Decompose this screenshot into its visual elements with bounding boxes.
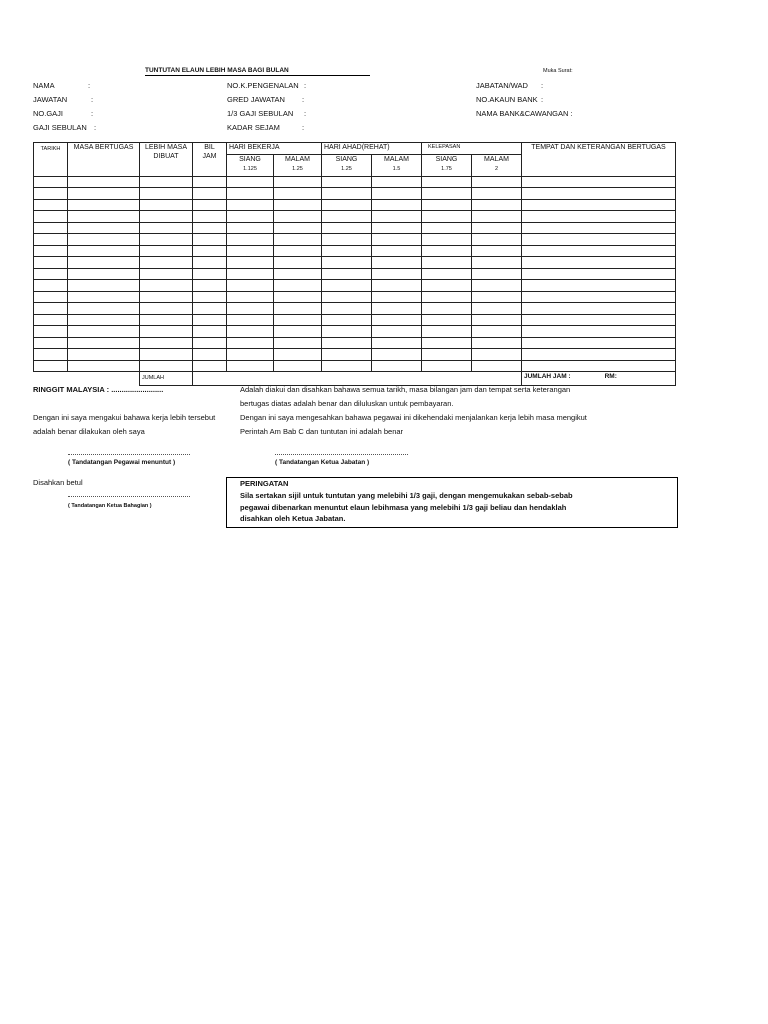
field-nokp-sep: :	[304, 81, 307, 90]
table-cell[interactable]	[193, 234, 227, 246]
table-cell[interactable]	[522, 211, 676, 223]
header-hari-ahad: HARI AHAD(REHAT)	[322, 143, 422, 155]
table-cell[interactable]	[422, 245, 472, 257]
table-row	[34, 268, 676, 280]
table-cell[interactable]	[68, 188, 140, 200]
rate-cell: 2	[472, 165, 522, 176]
form-title: TUNTUTAN ELAUN LEBIH MASA BAGI BULAN	[145, 67, 289, 74]
signature-label-ketua-bahagian: ( Tandatangan Ketua Bahagian )	[68, 503, 152, 509]
table-cell[interactable]	[274, 314, 322, 326]
table-cell[interactable]	[422, 234, 472, 246]
header-siang-3: SIANG	[422, 154, 472, 165]
table-cell[interactable]	[522, 222, 676, 234]
table-cell[interactable]	[472, 234, 522, 246]
table-cell[interactable]	[227, 349, 274, 361]
table-cell[interactable]	[522, 326, 676, 338]
table-cell[interactable]	[193, 291, 227, 303]
table-row	[34, 245, 676, 257]
table-cell[interactable]	[34, 280, 68, 292]
peringatan-line-2: pegawai dibenarkan menuntut elaun lebihmasa yang melebihi 1/3 gaji beliau dan hendaklah	[240, 503, 567, 512]
table-cell[interactable]	[522, 291, 676, 303]
table-cell[interactable]	[274, 199, 322, 211]
table-row	[34, 360, 676, 372]
header-malam-2: MALAM	[372, 154, 422, 165]
table-row	[34, 280, 676, 292]
table-cell[interactable]	[372, 360, 422, 372]
table-cell[interactable]	[227, 326, 274, 338]
table-cell[interactable]	[322, 234, 372, 246]
table-cell[interactable]	[34, 337, 68, 349]
header-masa-bertugas: MASA BERTUGAS	[68, 143, 140, 177]
table-cell[interactable]	[472, 257, 522, 269]
table-cell[interactable]	[193, 222, 227, 234]
table-row	[34, 314, 676, 326]
table-cell[interactable]	[34, 360, 68, 372]
field-gaji-sebulan-label: GAJI SEBULAN	[33, 123, 87, 132]
table-cell[interactable]	[522, 257, 676, 269]
table-cell[interactable]	[140, 326, 193, 338]
footer-jumlah-value[interactable]	[193, 372, 522, 386]
table-cell[interactable]	[322, 303, 372, 315]
table-cell[interactable]	[522, 268, 676, 280]
table-header-row-1	[34, 143, 676, 155]
signature-label-ketua-jabatan: ( Tandatangan Ketua Jabatan )	[275, 459, 370, 466]
header-bil-jam: BIL JAM	[193, 143, 227, 177]
table-cell[interactable]	[472, 326, 522, 338]
field-satu-pertiga-label: 1/3 GAJI SEBULAN	[227, 109, 294, 118]
table-cell[interactable]	[274, 188, 322, 200]
table-cell[interactable]	[227, 314, 274, 326]
table-cell[interactable]	[34, 291, 68, 303]
table-cell[interactable]	[322, 314, 372, 326]
header-siang-2: SIANG	[322, 154, 372, 165]
table-cell[interactable]	[422, 268, 472, 280]
table-cell[interactable]	[522, 199, 676, 211]
table-cell[interactable]	[68, 303, 140, 315]
field-nogaji-sep: :	[91, 109, 94, 118]
declaration-head-line-1: Dengan ini saya mengesahkan bahawa pegawai ini dikehendaki menjalankan kerja lebih masa mengikut	[240, 413, 587, 422]
table-cell[interactable]	[372, 176, 422, 188]
table-cell[interactable]	[227, 176, 274, 188]
table-cell[interactable]	[522, 314, 676, 326]
table-cell[interactable]	[140, 176, 193, 188]
disahkan-betul: Disahkan betul	[33, 478, 83, 487]
table-cell[interactable]	[140, 303, 193, 315]
table-cell[interactable]	[472, 268, 522, 280]
footer-jumlah: JUMLAH	[140, 372, 193, 386]
table-cell[interactable]	[193, 349, 227, 361]
table-cell[interactable]	[140, 199, 193, 211]
declaration-claimant-line-2: adalah benar dilakukan oleh saya	[33, 427, 145, 436]
table-cell[interactable]	[472, 360, 522, 372]
table-row	[34, 303, 676, 315]
table-cell[interactable]	[68, 314, 140, 326]
table-cell[interactable]	[372, 268, 422, 280]
table-cell[interactable]	[140, 234, 193, 246]
table-cell[interactable]	[472, 176, 522, 188]
footer-blank	[34, 372, 68, 386]
table-cell[interactable]	[372, 245, 422, 257]
table-cell[interactable]	[193, 280, 227, 292]
table-cell[interactable]	[322, 337, 372, 349]
table-row	[34, 176, 676, 188]
footer-blank	[68, 372, 140, 386]
rate-cell: 1.25	[274, 165, 322, 176]
table-cell[interactable]	[68, 268, 140, 280]
table-cell[interactable]	[193, 337, 227, 349]
field-jawatan-sep: :	[91, 95, 94, 104]
table-cell[interactable]	[322, 222, 372, 234]
table-cell[interactable]	[140, 314, 193, 326]
table-cell[interactable]	[422, 337, 472, 349]
table-cell[interactable]	[322, 257, 372, 269]
table-cell[interactable]	[472, 280, 522, 292]
table-cell[interactable]	[472, 222, 522, 234]
table-cell[interactable]	[372, 291, 422, 303]
declaration-approval-line-2: bertugas diatas adalah benar dan diluluskan untuk pembayaran.	[240, 399, 454, 408]
table-cell[interactable]	[422, 326, 472, 338]
table-cell[interactable]	[472, 211, 522, 223]
table-cell[interactable]	[422, 211, 472, 223]
declaration-approval-line-1: Adalah diakui dan disahkan bahawa semua tarikh, masa bilangan jam dan tempat serta keterangan	[240, 385, 571, 394]
field-nama-sep: :	[88, 81, 91, 90]
table-cell[interactable]	[372, 303, 422, 315]
table-cell[interactable]	[193, 360, 227, 372]
table-cell[interactable]	[227, 222, 274, 234]
table-cell[interactable]	[522, 245, 676, 257]
declaration-claimant-line-1: Dengan ini saya mengakui bahawa kerja lebih tersebut	[33, 413, 216, 422]
table-row	[34, 337, 676, 349]
table-cell[interactable]	[68, 349, 140, 361]
table-cell[interactable]	[68, 222, 140, 234]
signature-line-ketua-jabatan[interactable]	[275, 454, 408, 455]
table-cell[interactable]	[68, 211, 140, 223]
table-cell[interactable]	[372, 280, 422, 292]
table-cell[interactable]	[322, 349, 372, 361]
table-cell[interactable]	[322, 199, 372, 211]
table-cell[interactable]	[472, 314, 522, 326]
table-cell[interactable]	[68, 234, 140, 246]
overtime-table	[33, 142, 676, 386]
table-cell[interactable]	[140, 268, 193, 280]
table-cell[interactable]	[193, 268, 227, 280]
table-cell[interactable]	[140, 222, 193, 234]
table-cell[interactable]	[227, 360, 274, 372]
table-cell[interactable]	[422, 291, 472, 303]
table-cell[interactable]	[68, 245, 140, 257]
table-cell[interactable]	[422, 349, 472, 361]
table-cell[interactable]	[274, 245, 322, 257]
table-cell[interactable]	[422, 314, 472, 326]
table-cell[interactable]	[422, 257, 472, 269]
table-cell[interactable]	[227, 303, 274, 315]
table-cell[interactable]	[322, 245, 372, 257]
field-nogaji-label: NO.GAJI	[33, 109, 64, 118]
table-cell[interactable]	[140, 349, 193, 361]
header-malam-3: MALAM	[472, 154, 522, 165]
signature-label-pegawai: ( Tandatangan Pegawai menuntut )	[68, 459, 176, 466]
table-cell[interactable]	[140, 211, 193, 223]
table-cell[interactable]	[193, 326, 227, 338]
field-gred-sep: :	[302, 95, 305, 104]
table-cell[interactable]	[372, 337, 422, 349]
table-cell[interactable]	[472, 303, 522, 315]
table-footer-row	[34, 372, 676, 386]
table-cell[interactable]	[68, 360, 140, 372]
table-cell[interactable]	[422, 199, 472, 211]
table-cell[interactable]	[372, 234, 422, 246]
table-row	[34, 234, 676, 246]
field-jabatan-sep: :	[541, 81, 544, 90]
table-cell[interactable]	[274, 268, 322, 280]
peringatan-title: PERINGATAN	[240, 479, 289, 488]
table-cell[interactable]	[274, 349, 322, 361]
table-cell[interactable]	[193, 257, 227, 269]
table-cell[interactable]	[227, 257, 274, 269]
table-cell[interactable]	[193, 211, 227, 223]
table-cell[interactable]	[322, 268, 372, 280]
table-cell[interactable]	[140, 188, 193, 200]
table-cell[interactable]	[140, 245, 193, 257]
table-cell[interactable]	[274, 211, 322, 223]
table-cell[interactable]	[193, 314, 227, 326]
header-tempat: TEMPAT DAN KETERANGAN BERTUGAS	[522, 143, 676, 177]
table-row	[34, 188, 676, 200]
table-cell[interactable]	[422, 176, 472, 188]
field-kadar-sep: :	[302, 123, 305, 132]
table-cell[interactable]	[34, 211, 68, 223]
table-cell[interactable]	[193, 245, 227, 257]
header-lebih-masa: LEBIH MASA DIBUAT	[140, 143, 193, 177]
table-cell[interactable]	[68, 176, 140, 188]
field-satu-pertiga-sep: :	[304, 109, 307, 118]
field-kadar-label: KADAR SEJAM	[227, 123, 280, 132]
table-cell[interactable]	[227, 268, 274, 280]
header-kelepasan: KELEPASAN	[422, 143, 522, 155]
page-number-label: Muka Surat:	[543, 68, 573, 74]
table-row	[34, 257, 676, 269]
table-cell[interactable]	[372, 314, 422, 326]
table-cell[interactable]	[227, 280, 274, 292]
table-cell[interactable]	[34, 268, 68, 280]
rate-cell: 1.125	[227, 165, 274, 176]
table-cell[interactable]	[472, 337, 522, 349]
field-bank-label: NAMA BANK&CAWANGAN :	[476, 109, 573, 118]
table-cell[interactable]	[522, 176, 676, 188]
header-malam-1: MALAM	[274, 154, 322, 165]
table-cell[interactable]	[227, 188, 274, 200]
table-cell[interactable]	[274, 222, 322, 234]
table-cell[interactable]	[34, 222, 68, 234]
table-cell[interactable]	[422, 280, 472, 292]
table-cell[interactable]	[227, 211, 274, 223]
table-cell[interactable]	[274, 326, 322, 338]
table-cell[interactable]	[372, 211, 422, 223]
table-cell[interactable]	[522, 280, 676, 292]
table-cell[interactable]	[34, 199, 68, 211]
table-cell[interactable]	[372, 199, 422, 211]
rate-cell: 1.25	[322, 165, 372, 176]
field-gred-label: GRED JAWATAN	[227, 95, 285, 104]
table-cell[interactable]	[472, 349, 522, 361]
table-cell[interactable]	[68, 199, 140, 211]
table-cell[interactable]	[422, 303, 472, 315]
table-cell[interactable]	[372, 349, 422, 361]
table-cell[interactable]	[372, 222, 422, 234]
table-cell[interactable]	[472, 245, 522, 257]
header-siang-1: SIANG	[227, 154, 274, 165]
table-cell[interactable]	[322, 360, 372, 372]
table-cell[interactable]	[227, 199, 274, 211]
table-cell[interactable]	[274, 176, 322, 188]
table-cell[interactable]	[34, 176, 68, 188]
table-cell[interactable]	[472, 188, 522, 200]
table-cell[interactable]	[522, 303, 676, 315]
table-cell[interactable]	[372, 188, 422, 200]
table-cell[interactable]	[68, 326, 140, 338]
table-cell[interactable]	[140, 257, 193, 269]
header-hari-bekerja: HARI BEKERJA	[227, 143, 322, 155]
table-cell[interactable]	[322, 280, 372, 292]
table-cell[interactable]	[34, 303, 68, 315]
table-cell[interactable]	[34, 314, 68, 326]
table-cell[interactable]	[522, 360, 676, 372]
table-cell[interactable]	[274, 291, 322, 303]
table-cell[interactable]	[227, 234, 274, 246]
table-cell[interactable]	[372, 326, 422, 338]
table-cell[interactable]	[472, 199, 522, 211]
table-cell[interactable]	[193, 199, 227, 211]
table-cell[interactable]	[322, 291, 372, 303]
table-cell[interactable]	[68, 291, 140, 303]
title-underline	[145, 75, 370, 76]
ringgit-malaysia: RINGGIT MALAYSIA : .........................	[33, 385, 164, 394]
rate-cell: 1.75	[422, 165, 472, 176]
table-cell[interactable]	[274, 360, 322, 372]
table-cell[interactable]	[522, 349, 676, 361]
peringatan-box	[226, 477, 678, 528]
footer-jumlah-jam[interactable]: JUMLAH JAM : RM:	[522, 372, 676, 386]
table-row	[34, 211, 676, 223]
field-akaun-label: NO.AKAUN BANK	[476, 95, 538, 104]
table-cell[interactable]	[274, 337, 322, 349]
table-cell[interactable]	[34, 234, 68, 246]
table-cell[interactable]	[34, 326, 68, 338]
table-cell[interactable]	[274, 303, 322, 315]
table-cell[interactable]	[227, 337, 274, 349]
table-cell[interactable]	[140, 337, 193, 349]
peringatan-line-1: Sila sertakan sijil untuk tuntutan yang melebihi 1/3 gaji, dengan mengemukakan sebab-sebab	[240, 491, 573, 500]
table-row	[34, 291, 676, 303]
table-cell[interactable]	[322, 176, 372, 188]
field-jawatan-label: JAWATAN	[33, 95, 68, 104]
header-tarikh: TARIKH	[34, 143, 68, 177]
field-nama-label: NAMA	[33, 81, 55, 90]
table-cell[interactable]	[34, 188, 68, 200]
table-cell[interactable]	[422, 360, 472, 372]
empty-rows	[34, 176, 676, 372]
field-nokp-label: NO.K.PENGENALAN	[227, 81, 299, 90]
table-row	[34, 199, 676, 211]
signature-line-ketua-bahagian[interactable]	[68, 496, 190, 497]
table-cell[interactable]	[34, 257, 68, 269]
table-cell[interactable]	[372, 257, 422, 269]
table-cell[interactable]	[227, 291, 274, 303]
table-cell[interactable]	[34, 245, 68, 257]
field-akaun-sep: :	[541, 95, 544, 104]
table-cell[interactable]	[422, 222, 472, 234]
table-cell[interactable]	[422, 188, 472, 200]
signature-line-pegawai[interactable]	[68, 454, 190, 455]
table-cell[interactable]	[140, 280, 193, 292]
table-cell[interactable]	[322, 326, 372, 338]
table-cell[interactable]	[274, 280, 322, 292]
table-cell[interactable]	[193, 176, 227, 188]
table-cell[interactable]	[68, 257, 140, 269]
table-row	[34, 222, 676, 234]
table-cell[interactable]	[472, 291, 522, 303]
table-cell[interactable]	[68, 337, 140, 349]
declaration-head-line-2: Perintah Am Bab C dan tuntutan ini adalah benar	[240, 427, 404, 436]
table-cell[interactable]	[274, 234, 322, 246]
table-cell[interactable]	[522, 188, 676, 200]
table-cell[interactable]	[140, 360, 193, 372]
field-gaji-sebulan-sep: :	[94, 123, 97, 132]
table-cell[interactable]	[522, 234, 676, 246]
field-jabatan-label: JABATAN/WAD	[476, 81, 528, 90]
table-cell[interactable]	[227, 245, 274, 257]
table-cell[interactable]	[193, 303, 227, 315]
table-cell[interactable]	[193, 188, 227, 200]
table-cell[interactable]	[274, 257, 322, 269]
rate-cell: 1.5	[372, 165, 422, 176]
table-cell[interactable]	[140, 291, 193, 303]
table-cell[interactable]	[322, 188, 372, 200]
table-cell[interactable]	[522, 337, 676, 349]
table-cell[interactable]	[34, 349, 68, 361]
table-row	[34, 326, 676, 338]
table-cell[interactable]	[68, 280, 140, 292]
peringatan-line-3: disahkan oleh Ketua Jabatan.	[240, 514, 346, 523]
table-cell[interactable]	[322, 211, 372, 223]
table-row	[34, 349, 676, 361]
